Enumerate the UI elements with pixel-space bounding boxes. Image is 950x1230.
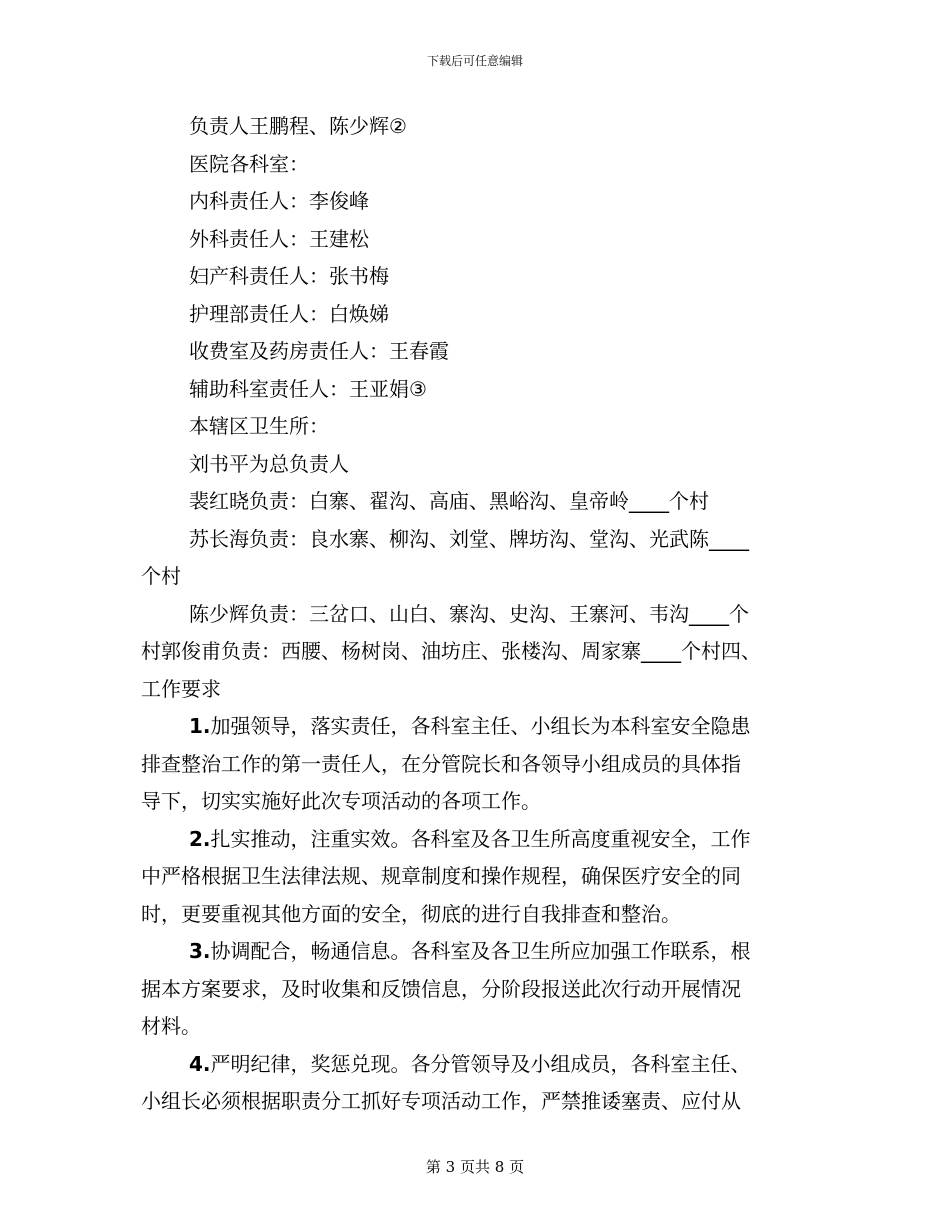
text-line: 工作要求 <box>141 676 221 701</box>
text-line: 个村 <box>141 564 181 588</box>
text-line: 中严格根据卫生法律法规、规章制度和操作规程，确保医疗安全的同 <box>141 864 741 888</box>
text-line: 裴红晓负责：白寨、翟沟、高庙、黑峪沟、皇帝岭____个村 <box>189 489 709 513</box>
text-line: 排查整治工作的第一责任人，在分管院长和各领导小组成员的具体指 <box>141 751 741 776</box>
text-line: 医院各科室： <box>189 151 309 176</box>
requirement-text: 加强领导，落实责任，各科室主任、小组长为本科室安全隐患 <box>210 714 751 738</box>
requirement-text: 扎实推动，注重实效。各科室及各卫生所高度重视安全，工作 <box>210 826 751 851</box>
requirement-3 <box>141 933 803 971</box>
text-line: 小组长必须根据职责分工抓好专项活动工作，严禁推诿塞责、应付从 <box>141 1089 741 1113</box>
text-line: 村郭俊甫负责：西腰、杨树岗、油坊庄、张楼沟、周家寨____个村四、 <box>141 639 761 663</box>
requirement-4 <box>141 1046 803 1084</box>
requirement-number: 1. <box>189 714 211 738</box>
text-line: 刘书平为总负责人 <box>189 451 349 476</box>
text-line: 材料。 <box>141 1014 201 1038</box>
text-line: 外科责任人：王建松 <box>189 226 369 251</box>
requirement-number: 3. <box>189 939 211 963</box>
requirement-2 <box>141 821 803 859</box>
text-line: 辅助科室责任人：王亚娟③ <box>189 376 427 401</box>
page-number: 第 3 页共 8 页 <box>425 1158 525 1176</box>
document-body <box>141 108 803 1121</box>
text-line: 妇产科责任人：张书梅 <box>189 264 389 288</box>
text-line: 时，更要重视其他方面的安全，彻底的进行自我排查和整治。 <box>141 901 681 926</box>
requirement-1 <box>141 708 803 746</box>
text-line: 导下，切实实施好此次专项活动的各项工作。 <box>141 789 541 813</box>
requirement-text: 协调配合，畅通信息。各科室及各卫生所应加强工作联系，根 <box>210 939 751 963</box>
text-line: 苏长海负责：良水寨、柳沟、刘堂、牌坊沟、堂沟、光武陈____ <box>189 526 749 551</box>
text-line: 内科责任人：李俊峰 <box>189 189 369 213</box>
page-header-note: 下载后可任意编辑 <box>426 54 523 68</box>
requirement-number: 2. <box>189 826 211 851</box>
text-line: 陈少辉负责：三岔口、山白、寨沟、史沟、王寨河、韦沟____个 <box>189 601 749 626</box>
text-line: 负责人王鹏程、陈少辉② <box>189 114 407 138</box>
requirement-number: 4. <box>189 1051 211 1076</box>
text-line: 收费室及药房责任人：王春霞 <box>189 339 449 363</box>
text-line: 据本方案要求，及时收集和反馈信息，分阶段报送此次行动开展情况 <box>141 976 741 1001</box>
requirement-text: 严明纪律，奖惩兑现。各分管领导及小组成员，各科室主任、 <box>210 1051 751 1076</box>
text-line: 本辖区卫生所： <box>189 414 329 438</box>
text-line: 护理部责任人：白焕娣 <box>189 301 389 326</box>
